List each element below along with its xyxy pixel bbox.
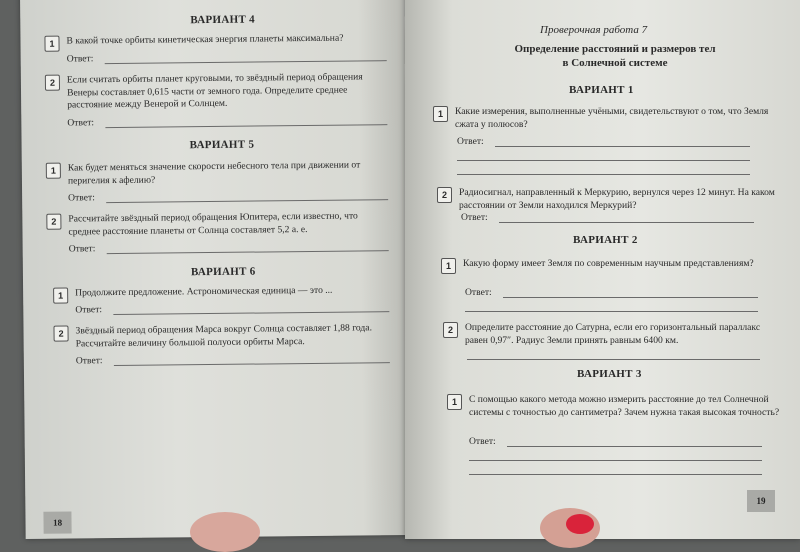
question-number: 2 [443,322,458,338]
v6-question-2 [53,322,389,351]
v5-question-2 [46,210,386,239]
answer-label: Ответ: [68,192,95,204]
answer-line[interactable] [114,362,390,366]
page-number: 18 [43,511,71,533]
v4-question-1 [44,32,384,48]
question-text: Рассчитайте звёздный период обращения Юпитера, если известно, что среднее расстояние планеты от Солнца составляет 5,2 а. е. [68,210,358,238]
answer-label: Ответ: [67,117,95,129]
answer-label: Ответ: [469,436,496,447]
fingernail [566,514,594,534]
finger [190,512,260,552]
variant-5-heading: ВАРИАНТ 5 [189,138,255,152]
question-text: Как будет меняться значение скорости небесного тела при движении от перигелия к афелию? [67,159,361,187]
answer-label: Ответ: [75,304,103,316]
answer-line[interactable] [105,124,387,128]
question-text: Какую форму имеет Земля по современным научным представлениям? [463,258,754,269]
answer-label: Ответ: [457,136,484,147]
question-number: 1 [44,36,59,52]
v3-question-1 [447,394,787,419]
answer-line[interactable] [457,174,750,175]
answer-line[interactable] [107,250,389,254]
variant-4-heading: ВАРИАНТ 4 [190,13,255,27]
answer-line[interactable] [469,474,762,475]
answer-label: Ответ: [68,243,96,255]
answer-line[interactable] [495,146,750,147]
variant-3-heading: ВАРИАНТ 3 [577,368,642,380]
question-number: 1 [53,288,68,304]
answer-line[interactable] [467,359,760,360]
v2-question-1 [441,258,781,271]
question-text: С помощью какого метода можно измерить расстояние до тел Солнечной системы с точностью до сантиметра? Зачем нужна такая высокая точность? [469,394,780,418]
question-text: Какие измерения, выполненные учёными, свидетельствуют о том, что Земля сжата у полюсов? [455,106,769,130]
question-number: 1 [441,258,456,274]
question-text: Определите расстояние до Сатурна, если его горизонтальный параллакс равен 0,97″. Радиус Земли принять равным 6400 км. [465,322,761,346]
work-title: Проверочная работа 7 [540,24,648,36]
answer-line[interactable] [106,199,388,203]
v2-question-2 [443,322,783,347]
question-text: Звёздный период обращения Марса вокруг Солнца составляет 1,88 года. Рассчитайте величину большой полуоси орбиты Марса. [75,322,373,350]
answer-line[interactable] [469,460,762,461]
variant-2-heading: ВАРИАНТ 2 [573,234,638,246]
question-number: 1 [46,163,61,179]
v5-question-1 [46,159,386,188]
answer-label: Ответ: [75,355,103,367]
answer-line[interactable] [499,222,754,223]
answer-label: Ответ: [465,287,492,298]
answer-line[interactable] [113,311,389,315]
question-number: 2 [46,214,61,230]
question-number: 1 [433,106,448,122]
v1-question-1 [433,106,773,131]
v6-question-1 [53,284,389,300]
question-text: Продолжите предложение. Астрономическая единица — это ... [75,284,333,299]
answer-line[interactable] [507,446,762,447]
variant-6-heading: ВАРИАНТ 6 [190,265,256,279]
question-text: Радиосигнал, направленный к Меркурию, вернулся через 12 минут. На каком расстоянии от Земли находился Меркурий? [459,187,775,211]
topic-title [465,42,765,70]
variant-1-heading: ВАРИАНТ 1 [569,84,634,96]
question-text: Если считать орбиты планет круговыми, то звёздный период обращения Венеры составляет 0,615 части от земного года. Определите среднее расстояние между Венерой и Солнцем. [66,71,363,111]
answer-line[interactable] [465,311,758,312]
topic-title-line-2: в Солнечной системе [562,57,668,69]
right-page [405,0,800,539]
page-number: 19 [747,490,775,512]
answer-label: Ответ: [66,53,94,65]
answer-line[interactable] [457,160,750,161]
answer-line[interactable] [105,60,387,64]
topic-title-line-1: Определение расстояний и размеров тел [514,43,716,55]
v1-question-2 [437,187,777,212]
question-number: 2 [45,75,60,91]
v4-question-2 [45,71,385,112]
question-number: 2 [53,326,68,342]
question-text: В какой точке орбиты кинетическая энергия планеты максимальна? [66,32,344,47]
question-number: 1 [447,394,462,410]
answer-line[interactable] [503,297,758,298]
question-number: 2 [437,187,452,203]
answer-label: Ответ: [461,212,488,223]
left-page [20,0,410,539]
